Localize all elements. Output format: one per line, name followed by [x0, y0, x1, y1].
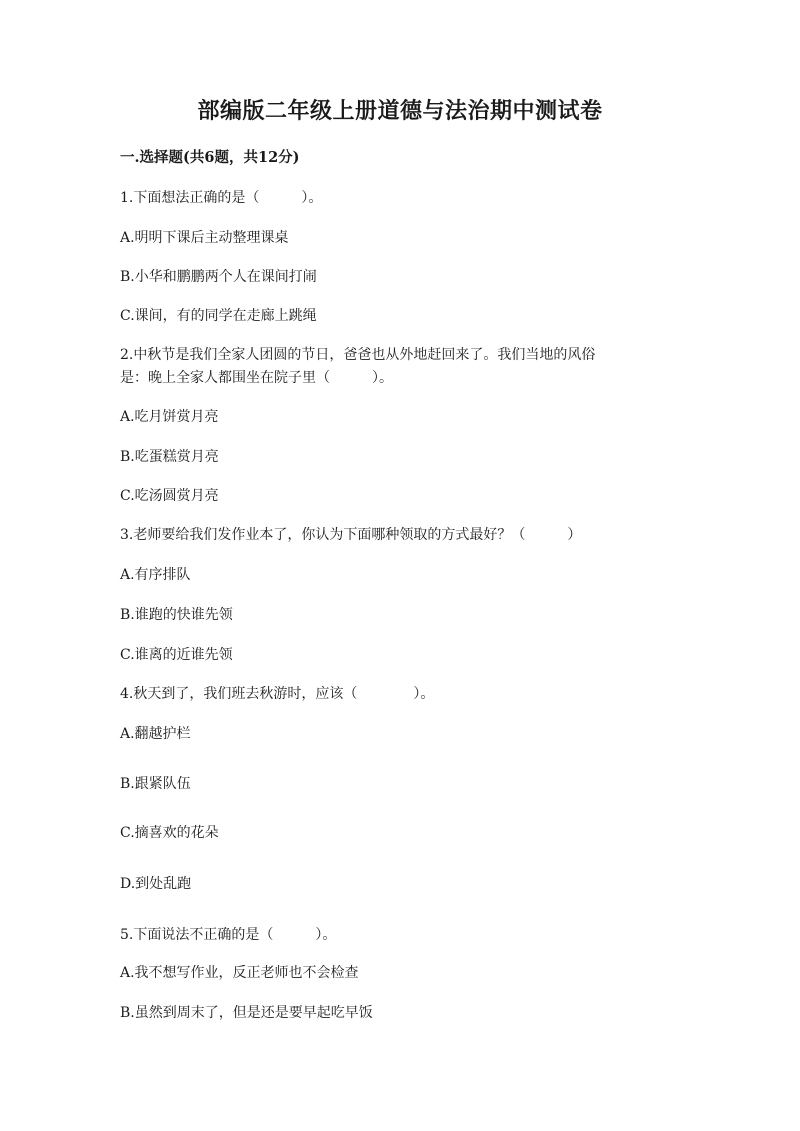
question-2-option-c: C.吃汤圆赏月亮 [120, 488, 219, 504]
question-3-option-c: C.谁离的近谁先领 [120, 647, 233, 663]
question-1-stem: 1.下面想法正确的是（ ）。 [120, 190, 323, 206]
question-4-option-c: C.摘喜欢的花朵 [120, 825, 219, 841]
question-2-stem-line-1: 2.中秋节是我们全家人团圆的节日，爸爸也从外地赶回来了。我们当地的风俗 [120, 347, 596, 363]
question-4-stem: 4.秋天到了，我们班去秋游时，应该（ ）。 [120, 686, 435, 702]
question-4-option-a: A.翻越护栏 [120, 726, 191, 742]
question-5-option-a: A.我不想写作业，反正老师也不会检查 [120, 965, 359, 981]
question-1-option-c: C.课间，有的同学在走廊上跳绳 [120, 308, 317, 324]
page-title: 部编版二年级上册道德与法治期中测试卷 [197, 98, 603, 124]
question-2-option-a: A.吃月饼赏月亮 [120, 409, 219, 425]
section-heading: 一.选择题(共6题，共12分) [120, 149, 300, 166]
question-4-option-d: D.到处乱跑 [120, 876, 192, 892]
question-5-option-b: B.虽然到周末了，但是还是要早起吃早饭 [120, 1005, 373, 1021]
question-4-option-b: B.跟紧队伍 [120, 776, 191, 792]
question-3-option-b: B.谁跑的快谁先领 [120, 607, 233, 623]
question-2-option-b: B.吃蛋糕赏月亮 [120, 449, 219, 465]
question-2-stem-line-2: 是：晚上全家人都围坐在院子里（ ）。 [120, 370, 393, 386]
question-3-option-a: A.有序排队 [120, 567, 191, 583]
question-1-option-a: A.明明下课后主动整理课桌 [120, 230, 289, 246]
question-3-stem: 3.老师要给我们发作业本了，你认为下面哪种领取的方式最好？（ ） [120, 527, 582, 543]
question-5-stem: 5.下面说法不正确的是（ ）。 [120, 927, 337, 943]
question-1-option-b: B.小华和鹏鹏两个人在课间打闹 [120, 269, 317, 285]
